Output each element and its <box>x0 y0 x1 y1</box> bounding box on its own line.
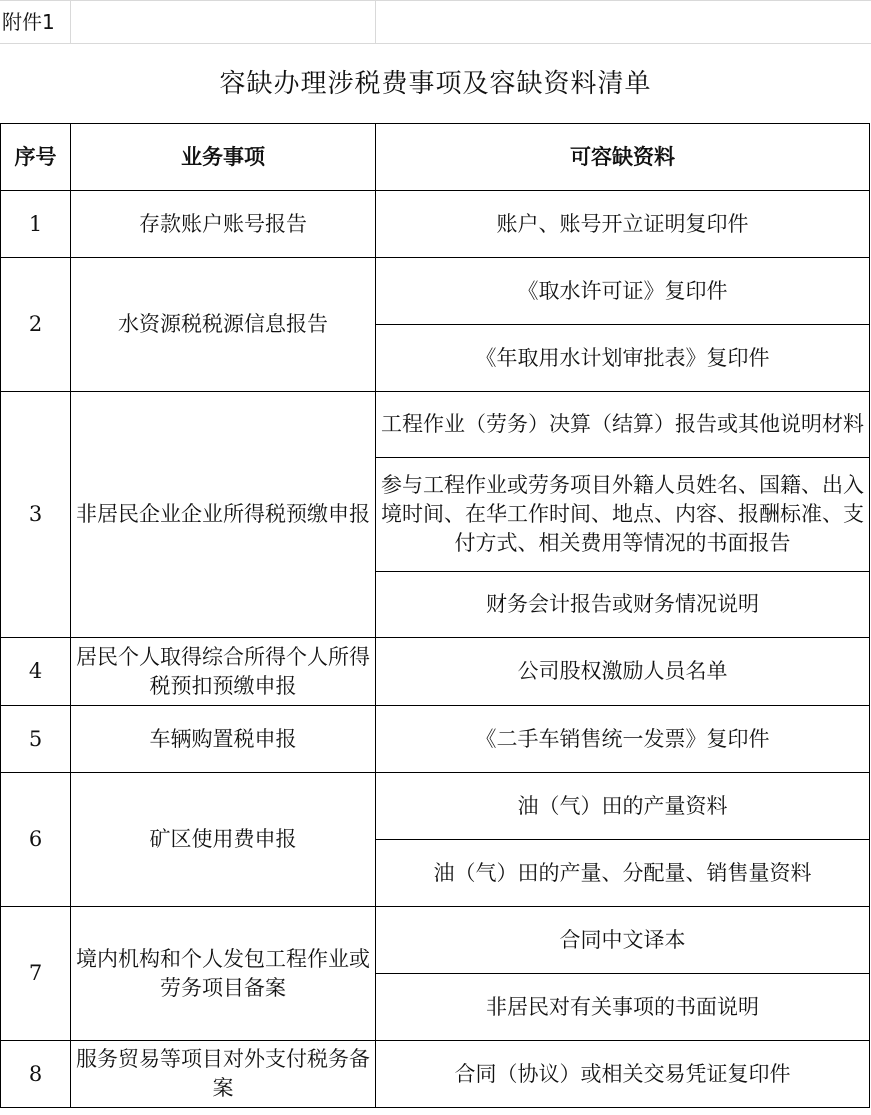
row-item: 居民个人取得综合所得个人所得税预扣预缴申报 <box>71 638 376 706</box>
row-material: 合同中文译本 <box>376 907 870 974</box>
row-material: 非居民对有关事项的书面说明 <box>376 974 870 1041</box>
table-row <box>1 638 870 706</box>
table-row <box>1 907 870 974</box>
row-item: 车辆购置税申报 <box>71 706 376 773</box>
grid-line <box>0 0 871 1</box>
row-material: 公司股权激励人员名单 <box>376 638 870 706</box>
header-seq: 序号 <box>1 124 71 191</box>
row-material: 参与工程作业或劳务项目外籍人员姓名、国籍、出入境时间、在华工作时间、地点、内容、报酬标准、支付方式、相关费用等情况的书面报告 <box>376 458 870 572</box>
table-row <box>1 773 870 840</box>
page-title: 容缺办理涉税费事项及容缺资料清单 <box>219 69 652 99</box>
row-seq: 3 <box>1 392 71 638</box>
row-item: 境内机构和个人发包工程作业或劳务项目备案 <box>71 907 376 1041</box>
grid-line <box>375 0 376 44</box>
row-material: 财务会计报告或财务情况说明 <box>376 572 870 638</box>
row-material: 油（气）田的产量资料 <box>376 773 870 840</box>
row-material: 《取水许可证》复印件 <box>376 258 870 325</box>
table-row <box>1 258 870 325</box>
table-header-row <box>1 124 870 191</box>
row-seq: 2 <box>1 258 71 392</box>
row-seq: 7 <box>1 907 71 1041</box>
attachment-label: 附件1 <box>2 10 55 34</box>
row-material: 《年取用水计划审批表》复印件 <box>376 325 870 392</box>
row-seq: 5 <box>1 706 71 773</box>
table-row <box>1 706 870 773</box>
table-row <box>1 191 870 258</box>
grid-line <box>70 0 71 44</box>
row-material: 工程作业（劳务）决算（结算）报告或其他说明材料 <box>376 392 870 458</box>
tax-items-table <box>0 123 870 1108</box>
table-row <box>1 1041 870 1108</box>
header-materials: 可容缺资料 <box>376 124 870 191</box>
row-material: 油（气）田的产量、分配量、销售量资料 <box>376 840 870 907</box>
row-item: 矿区使用费申报 <box>71 773 376 907</box>
row-material: 《二手车销售统一发票》复印件 <box>376 706 870 773</box>
row-item: 存款账户账号报告 <box>71 191 376 258</box>
row-material: 合同（协议）或相关交易凭证复印件 <box>376 1041 870 1108</box>
row-material: 账户、账号开立证明复印件 <box>376 191 870 258</box>
row-seq: 1 <box>1 191 71 258</box>
row-seq: 4 <box>1 638 71 706</box>
row-seq: 6 <box>1 773 71 907</box>
row-item: 服务贸易等项目对外支付税务备案 <box>71 1041 376 1108</box>
table-row <box>1 392 870 458</box>
row-item: 非居民企业企业所得税预缴申报 <box>71 392 376 638</box>
row-seq: 8 <box>1 1041 71 1108</box>
header-item: 业务事项 <box>71 124 376 191</box>
row-item: 水资源税税源信息报告 <box>71 258 376 392</box>
